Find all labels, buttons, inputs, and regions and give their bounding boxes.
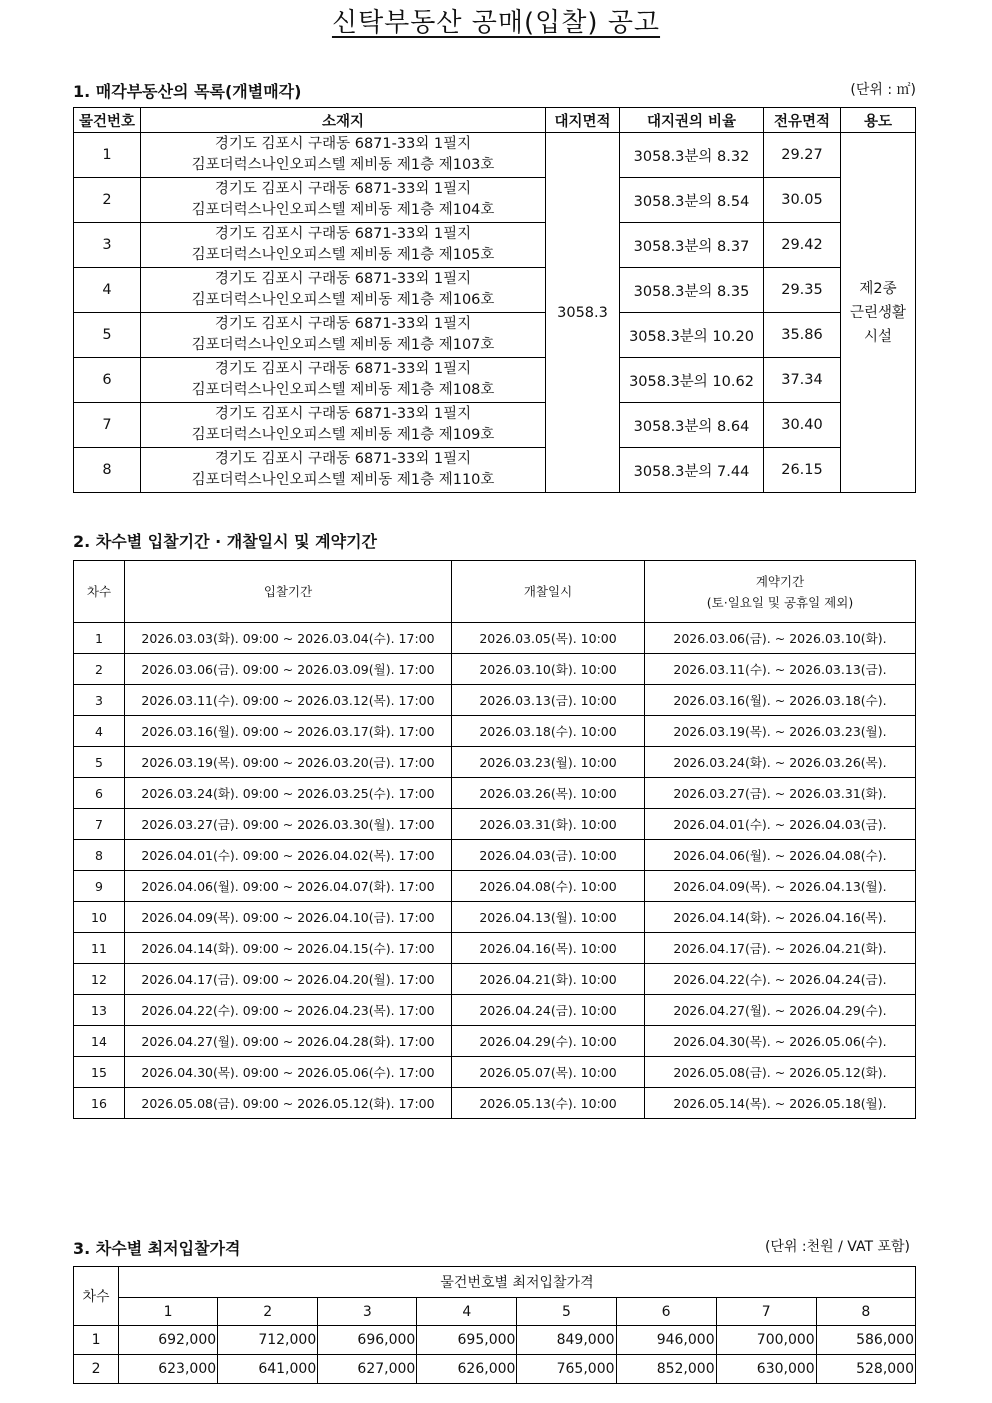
table-row — [74, 747, 916, 778]
header-exclusive-area: 전유면적 — [764, 108, 841, 133]
table-row — [74, 871, 916, 902]
round-cell: 5 — [74, 747, 125, 778]
opening-cell: 2026.03.13(금). 10:00 — [452, 685, 645, 716]
section1-heading: 1. 매각부동산의 목록(개별매각) — [73, 82, 302, 101]
contract-period-cell: 2026.04.17(금). ~ 2026.04.21(화). — [645, 933, 916, 964]
price-cell: 852,000 — [616, 1355, 716, 1384]
exclusive-area-cell: 30.40 — [764, 403, 841, 448]
round-cell: 2 — [74, 654, 125, 685]
bid-period-cell: 2026.03.03(화). 09:00 ~ 2026.03.04(수). 17:00 — [125, 623, 452, 654]
price-cell: 946,000 — [616, 1326, 716, 1355]
exclusive-area-cell: 29.42 — [764, 223, 841, 268]
table-row — [74, 716, 916, 747]
item-no-cell: 5 — [74, 313, 141, 358]
round-cell: 10 — [74, 902, 125, 933]
header-contract-label: 계약기간 — [755, 573, 805, 589]
exclusive-area-cell: 26.15 — [764, 448, 841, 493]
header-bid-period: 입찰기간 — [125, 561, 452, 623]
opening-cell: 2026.04.03(금). 10:00 — [452, 840, 645, 871]
price-cell: 712,000 — [218, 1326, 318, 1355]
bid-period-cell: 2026.04.06(월). 09:00 ~ 2026.04.07(화). 17:00 — [125, 871, 452, 902]
land-ratio-cell: 3058.3분의 7.44 — [620, 448, 764, 493]
land-ratio-cell: 3058.3분의 8.64 — [620, 403, 764, 448]
round-cell: 7 — [74, 809, 125, 840]
header-item-number: 8 — [816, 1298, 915, 1326]
round-cell: 6 — [74, 778, 125, 809]
opening-cell: 2026.03.26(목). 10:00 — [452, 778, 645, 809]
item-no-cell: 4 — [74, 268, 141, 313]
table-row — [74, 778, 916, 809]
bid-period-cell: 2026.03.27(금). 09:00 ~ 2026.03.30(월). 17:00 — [125, 809, 452, 840]
land-ratio-cell: 3058.3분의 10.20 — [620, 313, 764, 358]
land-ratio-cell: 3058.3분의 8.35 — [620, 268, 764, 313]
location-cell — [141, 178, 546, 223]
price-cell: 849,000 — [517, 1326, 616, 1355]
price-cell: 626,000 — [417, 1355, 517, 1384]
contract-period-cell: 2026.03.11(수). ~ 2026.03.13(금). — [645, 654, 916, 685]
address-line-1: 경기도 김포시 구래동 6871-33외 1필지 — [214, 451, 472, 467]
round-cell: 1 — [74, 623, 125, 654]
opening-cell: 2026.04.24(금). 10:00 — [452, 995, 645, 1026]
price-round-cell: 2 — [74, 1355, 119, 1384]
table-row — [74, 358, 916, 403]
contract-period-cell: 2026.03.24(화). ~ 2026.03.26(목). — [645, 747, 916, 778]
address-line-2: 김포더럭스나인오피스텔 제비동 제1층 제110호 — [191, 472, 495, 488]
address-line-1: 경기도 김포시 구래동 6871-33외 1필지 — [214, 361, 472, 377]
address-line-1: 경기도 김포시 구래동 6871-33외 1필지 — [214, 271, 472, 287]
bid-period-cell: 2026.05.08(금). 09:00 ~ 2026.05.12(화). 17:00 — [125, 1088, 452, 1119]
bid-period-cell: 2026.04.30(목). 09:00 ~ 2026.05.06(수). 17:00 — [125, 1057, 452, 1088]
price-header-row — [74, 1267, 916, 1298]
table-row — [74, 1326, 916, 1355]
exclusive-area-cell: 29.35 — [764, 268, 841, 313]
table-row — [74, 313, 916, 358]
contract-period-cell: 2026.04.27(월). ~ 2026.04.29(수). — [645, 995, 916, 1026]
opening-cell: 2026.05.13(수). 10:00 — [452, 1088, 645, 1119]
header-item-number: 5 — [517, 1298, 616, 1326]
contract-period-cell: 2026.04.22(수). ~ 2026.04.24(금). — [645, 964, 916, 995]
address-line-2: 김포더럭스나인오피스텔 제비동 제1층 제106호 — [191, 292, 495, 308]
bid-period-cell: 2026.04.17(금). 09:00 ~ 2026.04.20(월). 17:00 — [125, 964, 452, 995]
opening-cell: 2026.03.10(화). 10:00 — [452, 654, 645, 685]
round-cell: 14 — [74, 1026, 125, 1057]
header-use: 용도 — [841, 108, 916, 133]
header-price-group: 물건번호별 최저입찰가격 — [119, 1267, 916, 1298]
use-type-line: 시설 — [863, 328, 892, 345]
property-list-table — [73, 107, 916, 493]
item-no-cell: 8 — [74, 448, 141, 493]
location-cell — [141, 403, 546, 448]
round-cell: 16 — [74, 1088, 125, 1119]
land-ratio-cell: 3058.3분의 8.54 — [620, 178, 764, 223]
contract-period-cell: 2026.04.09(목). ~ 2026.04.13(월). — [645, 871, 916, 902]
table-row — [74, 268, 916, 313]
opening-cell: 2026.03.05(목). 10:00 — [452, 623, 645, 654]
header-price-round: 차수 — [74, 1267, 119, 1326]
price-cell: 623,000 — [119, 1355, 218, 1384]
round-cell: 4 — [74, 716, 125, 747]
table-row — [74, 1355, 916, 1384]
table-row — [74, 964, 916, 995]
contract-period-cell: 2026.04.14(화). ~ 2026.04.16(목). — [645, 902, 916, 933]
opening-cell: 2026.03.31(화). 10:00 — [452, 809, 645, 840]
address-line-1: 경기도 김포시 구래동 6871-33외 1필지 — [214, 316, 472, 332]
bid-period-cell: 2026.04.27(월). 09:00 ~ 2026.04.28(화). 17:00 — [125, 1026, 452, 1057]
item-no-cell: 6 — [74, 358, 141, 403]
min-price-table — [73, 1266, 916, 1384]
header-round: 차수 — [74, 561, 125, 623]
table-row — [74, 1057, 916, 1088]
document-title: 신탁부동산 공매(입찰) 공고 — [331, 8, 661, 38]
header-item-no: 물건번호 — [74, 108, 141, 133]
location-cell — [141, 223, 546, 268]
bid-period-cell: 2026.03.24(화). 09:00 ~ 2026.03.25(수). 17:00 — [125, 778, 452, 809]
table-row — [74, 1026, 916, 1057]
opening-cell: 2026.04.29(수). 10:00 — [452, 1026, 645, 1057]
contract-period-cell: 2026.04.01(수). ~ 2026.04.03(금). — [645, 809, 916, 840]
table-row — [74, 178, 916, 223]
round-cell: 8 — [74, 840, 125, 871]
header-item-number: 7 — [716, 1298, 816, 1326]
round-cell: 9 — [74, 871, 125, 902]
bid-period-cell: 2026.03.06(금). 09:00 ~ 2026.03.09(월). 17:00 — [125, 654, 452, 685]
contract-period-cell: 2026.05.14(목). ~ 2026.05.18(월). — [645, 1088, 916, 1119]
contract-period-cell: 2026.05.08(금). ~ 2026.05.12(화). — [645, 1057, 916, 1088]
section1-unit: (단위 : ㎡) — [850, 82, 916, 98]
table-row — [74, 223, 916, 268]
table-row — [74, 654, 916, 685]
bid-period-cell: 2026.03.16(월). 09:00 ~ 2026.03.17(화). 17:00 — [125, 716, 452, 747]
header-item-number: 2 — [218, 1298, 318, 1326]
opening-cell: 2026.04.16(목). 10:00 — [452, 933, 645, 964]
price-cell: 692,000 — [119, 1326, 218, 1355]
schedule-header-row — [74, 561, 916, 623]
contract-period-cell: 2026.03.27(금). ~ 2026.03.31(화). — [645, 778, 916, 809]
property-table-header-row — [74, 108, 916, 133]
land-ratio-cell: 3058.3분의 8.37 — [620, 223, 764, 268]
address-line-1: 경기도 김포시 구래동 6871-33외 1필지 — [214, 136, 472, 152]
price-cell: 586,000 — [816, 1326, 915, 1355]
table-row — [74, 933, 916, 964]
exclusive-area-cell: 29.27 — [764, 133, 841, 178]
table-row — [74, 403, 916, 448]
address-line-2: 김포더럭스나인오피스텔 제비동 제1층 제109호 — [191, 427, 495, 443]
header-land-area: 대지면적 — [546, 108, 620, 133]
table-row — [74, 995, 916, 1026]
address-line-1: 경기도 김포시 구래동 6871-33외 1필지 — [214, 181, 472, 197]
location-cell — [141, 268, 546, 313]
round-cell: 15 — [74, 1057, 125, 1088]
table-row — [74, 685, 916, 716]
bid-period-cell: 2026.04.01(수). 09:00 ~ 2026.04.02(목). 17:00 — [125, 840, 452, 871]
header-item-number: 1 — [119, 1298, 218, 1326]
opening-cell: 2026.03.18(수). 10:00 — [452, 716, 645, 747]
address-line-2: 김포더럭스나인오피스텔 제비동 제1층 제105호 — [191, 247, 495, 263]
price-cell: 765,000 — [517, 1355, 616, 1384]
header-opening: 개찰일시 — [452, 561, 645, 623]
header-item-number: 6 — [616, 1298, 716, 1326]
bid-period-cell: 2026.03.19(목). 09:00 ~ 2026.03.20(금). 17:00 — [125, 747, 452, 778]
table-row — [74, 448, 916, 493]
header-contract — [645, 561, 916, 623]
table-row — [74, 133, 916, 178]
schedule-table — [73, 560, 916, 1119]
round-cell: 12 — [74, 964, 125, 995]
item-no-cell: 2 — [74, 178, 141, 223]
bid-period-cell: 2026.04.14(화). 09:00 ~ 2026.04.15(수). 17:00 — [125, 933, 452, 964]
item-no-cell: 1 — [74, 133, 141, 178]
land-ratio-cell: 3058.3분의 10.62 — [620, 358, 764, 403]
land-area-cell: 3058.3 — [546, 133, 620, 493]
item-no-cell: 3 — [74, 223, 141, 268]
contract-period-cell: 2026.04.06(월). ~ 2026.04.08(수). — [645, 840, 916, 871]
location-cell — [141, 133, 546, 178]
opening-cell: 2026.03.23(월). 10:00 — [452, 747, 645, 778]
header-item-number: 4 — [417, 1298, 517, 1326]
bid-period-cell: 2026.04.09(목). 09:00 ~ 2026.04.10(금). 17:00 — [125, 902, 452, 933]
round-cell: 13 — [74, 995, 125, 1026]
address-line-1: 경기도 김포시 구래동 6871-33외 1필지 — [214, 226, 472, 242]
location-cell — [141, 448, 546, 493]
table-row — [74, 623, 916, 654]
land-ratio-cell: 3058.3분의 8.32 — [620, 133, 764, 178]
use-type-cell — [841, 133, 916, 493]
price-cell: 528,000 — [816, 1355, 915, 1384]
header-contract-note: (토·일요일 및 공휴일 제외) — [706, 594, 854, 610]
exclusive-area-cell: 35.86 — [764, 313, 841, 358]
price-cell: 630,000 — [716, 1355, 816, 1384]
opening-cell: 2026.05.07(목). 10:00 — [452, 1057, 645, 1088]
section3-unit: (단위 :천원 / VAT 포함) — [764, 1239, 910, 1255]
address-line-2: 김포더럭스나인오피스텔 제비동 제1층 제107호 — [191, 337, 495, 353]
address-line-2: 김포더럭스나인오피스텔 제비동 제1층 제104호 — [191, 202, 495, 218]
opening-cell: 2026.04.21(화). 10:00 — [452, 964, 645, 995]
address-line-1: 경기도 김포시 구래동 6871-33외 1필지 — [214, 406, 472, 422]
price-cell: 627,000 — [318, 1355, 417, 1384]
exclusive-area-cell: 30.05 — [764, 178, 841, 223]
price-round-cell: 1 — [74, 1326, 119, 1355]
opening-cell: 2026.04.13(월). 10:00 — [452, 902, 645, 933]
section2-heading: 2. 차수별 입찰기간 · 개찰일시 및 계약기간 — [73, 532, 378, 551]
round-cell: 11 — [74, 933, 125, 964]
price-subheader-row — [74, 1298, 916, 1326]
price-cell: 695,000 — [417, 1326, 517, 1355]
use-type-line: 근린생활 — [849, 304, 907, 321]
location-cell — [141, 358, 546, 403]
round-cell: 3 — [74, 685, 125, 716]
price-cell: 696,000 — [318, 1326, 417, 1355]
location-cell — [141, 313, 546, 358]
exclusive-area-cell: 37.34 — [764, 358, 841, 403]
table-row — [74, 1088, 916, 1119]
item-no-cell: 7 — [74, 403, 141, 448]
section3-heading: 3. 차수별 최저입찰가격 — [73, 1239, 241, 1258]
address-line-2: 김포더럭스나인오피스텔 제비동 제1층 제103호 — [191, 157, 495, 173]
price-cell: 641,000 — [218, 1355, 318, 1384]
bid-period-cell: 2026.04.22(수). 09:00 ~ 2026.04.23(목). 17:00 — [125, 995, 452, 1026]
table-row — [74, 902, 916, 933]
table-row — [74, 840, 916, 871]
contract-period-cell: 2026.03.19(목). ~ 2026.03.23(월). — [645, 716, 916, 747]
use-type-line: 제2종 — [859, 280, 897, 297]
contract-period-cell: 2026.03.16(월). ~ 2026.03.18(수). — [645, 685, 916, 716]
header-location: 소재지 — [141, 108, 546, 133]
contract-period-cell: 2026.04.30(목). ~ 2026.05.06(수). — [645, 1026, 916, 1057]
price-cell: 700,000 — [716, 1326, 816, 1355]
table-row — [74, 809, 916, 840]
contract-period-cell: 2026.03.06(금). ~ 2026.03.10(화). — [645, 623, 916, 654]
bid-period-cell: 2026.03.11(수). 09:00 ~ 2026.03.12(목). 17:00 — [125, 685, 452, 716]
header-land-ratio: 대지권의 비율 — [620, 108, 764, 133]
address-line-2: 김포더럭스나인오피스텔 제비동 제1층 제108호 — [191, 382, 495, 398]
header-item-number: 3 — [318, 1298, 417, 1326]
opening-cell: 2026.04.08(수). 10:00 — [452, 871, 645, 902]
